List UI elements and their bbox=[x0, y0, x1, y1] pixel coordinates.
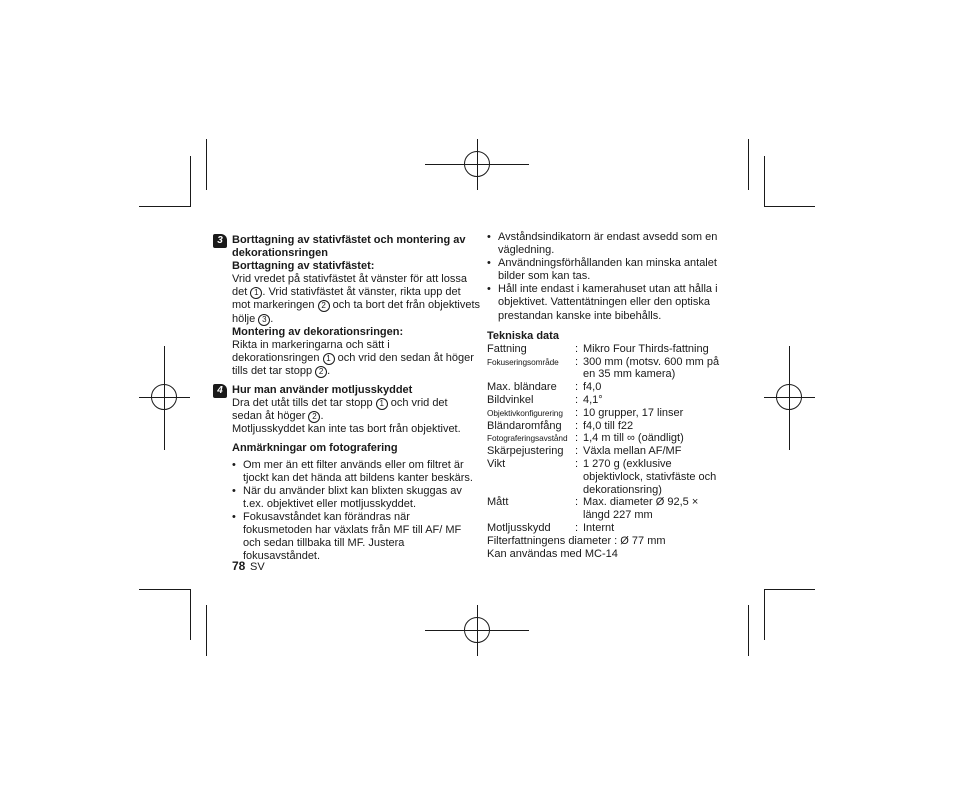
spec-colon: : bbox=[575, 496, 579, 509]
marker-1: 1 bbox=[376, 398, 388, 410]
spec-value: 10 grupper, 17 linser bbox=[583, 406, 684, 419]
list-item: • Avståndsindikatorn är endast avsedd som en vägledning. bbox=[487, 231, 727, 257]
marker-1: 1 bbox=[323, 353, 335, 365]
step-3-icon: 3 bbox=[213, 234, 227, 248]
spec-value: f4,0 bbox=[583, 381, 602, 394]
spec-value: Internt bbox=[583, 521, 615, 534]
spec-row bbox=[487, 522, 727, 535]
spec-key: Fotograferingsavstånd bbox=[487, 433, 568, 444]
spec-heading: Tekniska data bbox=[487, 329, 559, 342]
left-column bbox=[217, 234, 481, 563]
paragraph-mount-ring: Rikta in markeringarna och sätt i dekorationsringen 1 och vrid den sedan åt höger tills det tar stopp 2 . bbox=[232, 338, 474, 377]
list-item: • Om mer än ett filter används eller om filtret är tjockt kan det hända att bildens kanter beskärs. bbox=[232, 459, 480, 485]
list-item: • Håll inte endast i kamerahuset utan att hålla i objektivet. Vattentätningen eller den optiska prestandan kanske inte bibehålls. bbox=[487, 283, 727, 322]
spec-colon: : bbox=[575, 419, 579, 432]
spec-key: Bildvinkel bbox=[487, 393, 534, 406]
spec-row bbox=[487, 445, 727, 458]
list-item: • Användningsförhållanden kan minska antalet bilder som kan tas. bbox=[487, 257, 727, 283]
page-language: SV bbox=[250, 561, 265, 573]
spec-row bbox=[487, 381, 727, 394]
spec-key: Fattning bbox=[487, 342, 527, 355]
page-number: 78 bbox=[232, 559, 246, 573]
spec-value: 300 mm (motsv. 600 mm på en 35 mm kamera) bbox=[583, 355, 720, 381]
spec-value: 4,1° bbox=[583, 393, 603, 406]
filter-diameter: Filterfattningens diameter : Ø 77 mm bbox=[487, 534, 666, 547]
spec-row bbox=[487, 420, 727, 433]
spec-colon: : bbox=[575, 521, 579, 534]
spec-value: Växla mellan AF/MF bbox=[583, 445, 682, 458]
notes-heading: Anmärkningar om fotografering bbox=[232, 442, 398, 455]
spec-colon: : bbox=[575, 432, 579, 445]
notes-list bbox=[232, 459, 480, 564]
spec-value: Max. diameter Ø 92,5 × längd 227 mm bbox=[583, 496, 699, 522]
marker-2: 2 bbox=[308, 411, 320, 423]
spec-colon: : bbox=[575, 342, 579, 355]
cautions-list bbox=[487, 231, 727, 323]
list-item: • När du använder blixt kan blixten skuggas av t.ex. objektivet eller motljusskyddet. bbox=[232, 485, 480, 511]
spec-colon: : bbox=[575, 445, 579, 458]
section-3-heading bbox=[213, 234, 480, 260]
spec-colon: : bbox=[575, 355, 579, 368]
right-column bbox=[487, 231, 727, 561]
spec-row bbox=[487, 407, 727, 420]
spec-row bbox=[487, 394, 727, 407]
spec-value: 1 270 g (exklusive objektivlock, stativfäste och dekorationsring) bbox=[583, 457, 717, 496]
section-4-title: Hur man använder motljusskyddet bbox=[232, 384, 413, 397]
spec-key: Objektivkonfigurering bbox=[487, 407, 563, 418]
teleconverter-note: Kan användas med MC-14 bbox=[487, 547, 618, 560]
subheading-mount-ring: Montering av dekorationsringen: bbox=[232, 325, 404, 338]
marker-2: 2 bbox=[318, 300, 330, 312]
spec-row bbox=[487, 496, 727, 522]
spec-key: Fokuseringsområde bbox=[487, 356, 559, 367]
spec-value: 1,4 m till ∞ (oändligt) bbox=[583, 432, 684, 445]
spec-row bbox=[487, 458, 727, 496]
marker-1: 1 bbox=[250, 287, 262, 299]
spec-value: Mikro Four Thirds-fattning bbox=[583, 342, 709, 355]
spec-colon: : bbox=[575, 457, 579, 470]
spec-colon: : bbox=[575, 406, 579, 419]
step-4-icon: 4 bbox=[213, 384, 227, 398]
marker-3: 3 bbox=[258, 314, 270, 326]
spec-key: Vikt bbox=[487, 457, 506, 470]
spec-row bbox=[487, 356, 727, 382]
paragraph-hood-use: Dra det utåt tills det tar stopp 1 och vrid det sedan åt höger 2 . bbox=[232, 397, 448, 423]
section-4-heading bbox=[213, 384, 480, 397]
spec-value: f4,0 till f22 bbox=[583, 419, 634, 432]
list-item: • Fokusavståndet kan förändras när fokusmetoden har växlats från MF till AF/ MF och sedan tillbaka till MF. Justera fokusavståndet. bbox=[232, 511, 480, 563]
spec-row bbox=[487, 432, 727, 445]
spec-key: Skärpejustering bbox=[487, 445, 564, 458]
spec-colon: : bbox=[575, 381, 579, 394]
section-3-title: Borttagning av stativfästet och montering av dekorationsringen bbox=[232, 234, 466, 260]
marker-2: 2 bbox=[315, 366, 327, 378]
spec-key: Bländaromfång bbox=[487, 419, 562, 432]
paragraph-hood-note: Motljusskyddet kan inte tas bort från objektivet. bbox=[232, 423, 461, 436]
spec-table bbox=[487, 343, 727, 535]
spec-key: Motljusskydd bbox=[487, 521, 551, 534]
paragraph-remove-tripod: Vrid vredet på stativfästet åt vänster för att lossa det 1 . Vrid stativfästet åt vänster, rikta upp det mot markeringen 2 och ta bort det från objektivets hölje 3 . bbox=[232, 273, 481, 325]
spec-key: Mått bbox=[487, 496, 509, 509]
spec-key: Max. bländare bbox=[487, 381, 557, 394]
spec-colon: : bbox=[575, 393, 579, 406]
spec-row bbox=[487, 343, 727, 356]
subheading-remove-tripod: Borttagning av stativfästet: bbox=[232, 260, 375, 273]
